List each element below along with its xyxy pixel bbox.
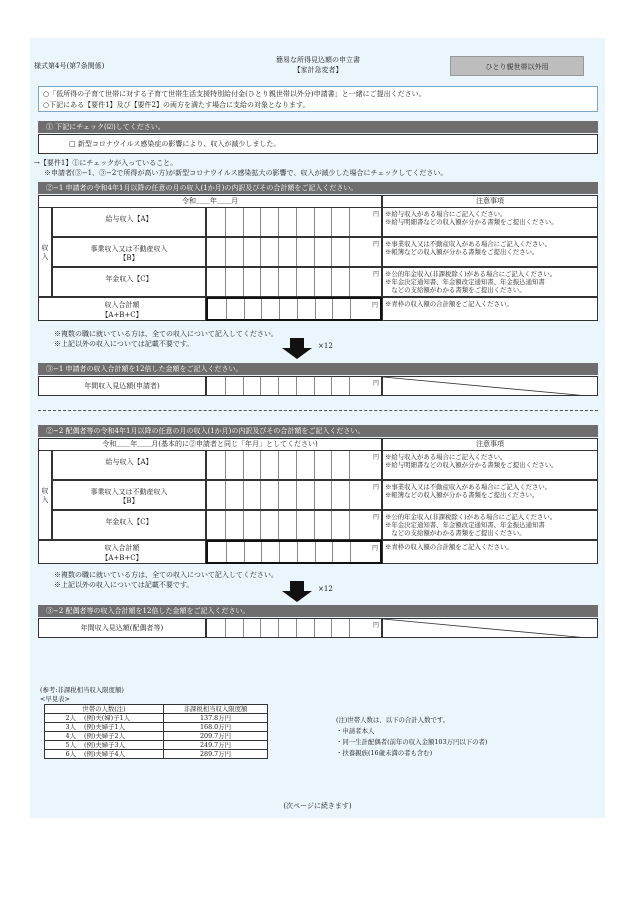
digit-divider (243, 238, 244, 266)
digit-divider (260, 377, 261, 395)
digit-divider (278, 511, 279, 539)
diagonal-line (383, 377, 598, 396)
section-3-2-bar: ③−2 配偶者等の収入合計額を12倍した金額をご記入ください。 (38, 605, 598, 617)
row-notes (382, 510, 598, 540)
household-note-head: (注)世帯人数は、以下の合計人数です。 (336, 716, 450, 724)
income-row-label (52, 510, 206, 540)
row-label-line-1: 事業収入又は不動産収入 (90, 245, 168, 253)
s21-note-1: ※複数の職に就いている方は、全ての収入について記入してください。 (54, 330, 278, 338)
covid-checkbox[interactable]: □ 新型コロナウイルス感染症の影響により、収入が減少しました。 (69, 140, 281, 148)
row-notes (382, 450, 598, 480)
reference-subtitle: <早見表> (40, 695, 70, 703)
s22-note-2: ※上記以外の収入については記載不要です。 (54, 581, 194, 589)
limit-row (45, 750, 268, 759)
note-line: ※事業収入又は不動産収入がある場合にご記入ください。 (385, 483, 552, 491)
note-line: ※年金決定通知書、年金額改定通知書、年金振込通知書 (385, 278, 545, 286)
digit-divider (349, 481, 350, 509)
section-1-bar: ① 下記にチェック(☑)してください。 (38, 121, 598, 133)
digit-divider (331, 238, 332, 266)
digit-divider (260, 511, 261, 539)
digit-divider (349, 377, 350, 395)
limit-row (45, 714, 268, 723)
intro-line-1: ○「低所得の子育て世帯に対する子育て世帯生活支援特別給付金(ひとり親世帯以外分)申請書」と一緒にご提出ください。 (43, 90, 426, 98)
income-limit-value: 168.0万円 (164, 723, 268, 732)
intro-line-2: ○下記にある【要件1】及び【要件2】の両方を満たす場合に支給の対象となります。 (43, 101, 310, 109)
digit-divider (314, 481, 315, 509)
note-line: ※給与明細書などの収入額が分かる書類をご提出ください。 (385, 461, 558, 469)
digit-divider (315, 299, 316, 319)
limit-row (45, 723, 268, 732)
yen-unit: 円 (371, 302, 378, 309)
digit-divider (225, 377, 226, 395)
digit-divider (261, 299, 262, 319)
digit-divider (349, 619, 350, 637)
digit-divider (226, 299, 227, 319)
income-side-label (38, 207, 52, 297)
digit-divider (314, 377, 315, 395)
diagonal-line (383, 619, 598, 638)
amount-input[interactable] (206, 540, 382, 564)
requirement-note: ※申請者(③−1、③−2で所得が高い方)が新型コロナウイルス感染拡大の影響で、収入が減少した場合にチェックしてください。 (44, 169, 448, 177)
note-line: ※年金決定通知書、年金額改定通知書、年金振込通知書 (385, 521, 545, 529)
yen-unit: 円 (372, 484, 379, 491)
yen-unit: 円 (372, 454, 379, 461)
month-header (38, 438, 382, 450)
digit-divider (278, 619, 279, 637)
income-row-label (52, 237, 206, 267)
note-line: ※給与明細書などの収入額が分かる書類をご提出ください。 (385, 218, 558, 226)
annual-label: 年間収入見込額(配偶者等) (80, 624, 164, 632)
month-field[interactable]: 令和＿＿年＿＿月(基本的に②申請者と同じ「年月」としてください) (102, 440, 318, 448)
digit-divider (297, 299, 298, 319)
annual-amount-input[interactable] (206, 618, 382, 638)
household-example: (例)夫婦子3人 (84, 741, 126, 749)
amount-input[interactable] (206, 297, 382, 321)
multiply-12-label: ×12 (318, 342, 333, 350)
note-line: などの支給額がわかる書類をご提出ください。 (385, 286, 526, 294)
annual-label-cell (38, 618, 206, 638)
digit-divider (314, 268, 315, 296)
section-3-1-bar: ③−1 申請者の収入合計額を12倍した金額をご記入ください。 (38, 363, 598, 375)
digit-divider (349, 208, 350, 236)
digit-divider (331, 377, 332, 395)
digit-divider (244, 542, 245, 562)
notes-header (382, 195, 598, 207)
digit-divider (331, 619, 332, 637)
digit-divider (260, 268, 261, 296)
household-size-cell (45, 714, 164, 723)
digit-divider (349, 238, 350, 266)
household-note-2: ・同一生計配偶者(前年の収入金額103万円以下の者) (336, 738, 488, 746)
yen-unit: 円 (372, 241, 379, 248)
digit-divider (260, 619, 261, 637)
income-row-label (38, 540, 206, 564)
digit-divider (296, 268, 297, 296)
annual-label-cell (38, 376, 206, 396)
digit-divider (226, 542, 227, 562)
note-line: ※給与収入がある場合にご記入ください。 (385, 453, 507, 461)
yen-unit: 円 (372, 380, 379, 387)
digit-divider (296, 481, 297, 509)
digit-divider (278, 268, 279, 296)
digit-divider (331, 511, 332, 539)
continue-next-page: (次ページに続きます) (283, 802, 352, 810)
household-size-cell (45, 732, 164, 741)
amount-input[interactable] (206, 237, 382, 267)
digit-divider (278, 451, 279, 479)
section-1-box (38, 134, 598, 154)
down-arrow-icon (282, 338, 312, 359)
digit-divider (296, 238, 297, 266)
digit-divider (279, 542, 280, 562)
row-label-line-2: 【A+B+C】 (101, 311, 143, 319)
row-label-line-1: 給与収入【A】 (105, 458, 153, 466)
income-limit-table (44, 704, 268, 759)
note-line: などの支給額がわかる書類をご提出ください。 (385, 529, 526, 537)
row-label-line-1: 給与収入【A】 (105, 215, 153, 223)
household-note-3: ・扶養親族(16歳未満の者も含む) (336, 749, 433, 757)
row-label-line-2: 【A+B+C】 (101, 554, 143, 562)
diagonal-strike (383, 377, 598, 396)
digit-divider (278, 238, 279, 266)
income-side-label (38, 450, 52, 540)
digit-divider (260, 451, 261, 479)
income-row-label (52, 450, 206, 480)
household-note-1: ・申請者本人 (336, 727, 375, 735)
household-count: 2人 (65, 714, 76, 722)
digit-divider (297, 542, 298, 562)
income-row-label (52, 480, 206, 510)
annual-amount-input[interactable] (206, 376, 382, 396)
digit-divider (314, 511, 315, 539)
household-count: 5人 (65, 741, 76, 749)
note-line: ※青枠の収入額の合計額をご記入ください。 (385, 300, 513, 308)
annual-label: 年間収入見込額(申請者) (84, 382, 160, 390)
note-line: ※給与収入がある場合にご記入ください。 (385, 210, 507, 218)
digit-divider (296, 511, 297, 539)
digit-divider (225, 511, 226, 539)
household-example: (例)夫婦子4人 (84, 750, 126, 758)
digit-divider (296, 377, 297, 395)
digit-divider (331, 451, 332, 479)
amount-input[interactable] (206, 207, 382, 237)
digit-divider (350, 542, 351, 562)
note-line: ※公的年金収入(非課税除く)がある場合にご記入ください。 (385, 513, 557, 521)
digit-divider (314, 238, 315, 266)
household-type-tag: ひとり親世帯以外用 (450, 56, 584, 76)
digit-divider (279, 299, 280, 319)
household-size-cell (45, 723, 164, 732)
yen-unit: 円 (372, 514, 379, 521)
digit-divider (331, 208, 332, 236)
row-label-line-1: 収入合計額 (104, 301, 140, 309)
yen-unit: 円 (372, 622, 379, 629)
row-label-line-1: 収入合計額 (104, 544, 140, 552)
digit-divider (331, 268, 332, 296)
limit-row (45, 732, 268, 741)
digit-divider (260, 481, 261, 509)
annual-blank-cell (382, 376, 598, 396)
annual-blank-cell (382, 618, 598, 638)
digit-divider (296, 208, 297, 236)
digit-divider (350, 299, 351, 319)
limit-row (45, 741, 268, 750)
household-size-cell (45, 741, 164, 750)
household-example: (例)夫(婦)子1人 (84, 714, 130, 722)
note-line: ※事業収入又は不動産収入がある場合にご記入ください。 (385, 240, 552, 248)
notes-header-label: 注意事項 (476, 440, 504, 448)
s22-note-1: ※複数の職に就いている方は、全ての収入について記入してください。 (54, 571, 278, 579)
form-subtitle: 【家計急変者】 (293, 66, 343, 74)
household-example: (例)夫婦子2人 (84, 732, 126, 740)
digit-divider (225, 208, 226, 236)
digit-divider (349, 511, 350, 539)
row-label-line-2: 【B】 (119, 497, 139, 505)
household-count: 4人 (65, 732, 76, 740)
income-limit-value: 289.7万円 (164, 750, 268, 759)
note-line: ※公的年金収入(非課税除く)がある場合にご記入ください。 (385, 270, 557, 278)
income-row-label (52, 207, 206, 237)
digit-divider (332, 299, 333, 319)
notes-header (382, 438, 598, 450)
yen-unit: 円 (372, 271, 379, 278)
income-side-text: 収入 (41, 244, 49, 261)
income-side-text: 収入 (41, 487, 49, 504)
reference-title: (参考:非課税相当収入限度額) (40, 686, 124, 694)
household-count: 6人 (65, 750, 76, 758)
row-notes (382, 540, 598, 564)
note-line: ※帳簿などの収入額が分かる書類をご提出ください。 (385, 491, 539, 499)
col-household-size: 世帯の人数(注) (45, 705, 164, 714)
diagonal-strike (383, 619, 598, 638)
digit-divider (278, 208, 279, 236)
row-label-line-1: 年金収入【C】 (105, 275, 153, 283)
down-arrow-icon (282, 581, 312, 602)
digit-divider (225, 451, 226, 479)
row-notes (382, 297, 598, 321)
row-notes (382, 207, 598, 237)
household-size-cell (45, 750, 164, 759)
requirement-1: →【要件1】①にチェックが入っていること。 (34, 159, 178, 167)
digit-divider (243, 268, 244, 296)
yen-unit: 円 (372, 211, 379, 218)
separator-dashed (38, 410, 598, 411)
household-example: (例)夫婦子1人 (84, 723, 126, 731)
s21-note-2: ※上記以外の収入については記載不要です。 (54, 340, 194, 348)
amount-input[interactable] (206, 510, 382, 540)
digit-divider (332, 542, 333, 562)
section-2-2-bar: ②−2 配偶者等の令和4年1月以降の任意の月の収入(1か月)の内訳及びその合計額をご記入ください。 (38, 425, 598, 437)
row-notes (382, 480, 598, 510)
row-label-line-1: 事業収入又は不動産収入 (90, 488, 168, 496)
intro-box (38, 86, 598, 112)
digit-divider (225, 238, 226, 266)
note-line: ※帳簿などの収入額が分かる書類をご提出ください。 (385, 248, 539, 256)
digit-divider (243, 511, 244, 539)
row-notes (382, 237, 598, 267)
digit-divider (331, 481, 332, 509)
household-count: 3人 (65, 723, 76, 731)
amount-input[interactable] (206, 450, 382, 480)
col-income-limit: 非課税相当収入限度額 (164, 705, 268, 714)
row-label-line-1: 年金収入【C】 (105, 518, 153, 526)
row-notes (382, 267, 598, 297)
digit-divider (296, 451, 297, 479)
digit-divider (243, 619, 244, 637)
digit-divider (314, 208, 315, 236)
digit-divider (314, 619, 315, 637)
income-row-label (38, 297, 206, 321)
digit-divider (296, 619, 297, 637)
multiply-12-label: ×12 (318, 585, 333, 593)
form-number: 様式第4号(第7条関係) (34, 62, 105, 70)
income-limit-value: 209.7万円 (164, 732, 268, 741)
digit-divider (244, 299, 245, 319)
income-limit-value: 137.8万円 (164, 714, 268, 723)
digit-divider (225, 268, 226, 296)
digit-divider (243, 451, 244, 479)
digit-divider (260, 208, 261, 236)
income-row-label (52, 267, 206, 297)
notes-header-label: 注意事項 (476, 197, 504, 205)
digit-divider (349, 451, 350, 479)
digit-divider (261, 542, 262, 562)
section-2-1-bar: ②−1 申請者の令和4年1月以降の任意の月の収入(1か月)の内訳及びその合計額をご記入ください。 (38, 182, 598, 194)
yen-unit: 円 (371, 545, 378, 552)
digit-divider (225, 619, 226, 637)
digit-divider (260, 238, 261, 266)
amount-input[interactable] (206, 267, 382, 297)
digit-divider (243, 377, 244, 395)
amount-input[interactable] (206, 480, 382, 510)
digit-divider (315, 542, 316, 562)
note-line: ※青枠の収入額の合計額をご記入ください。 (385, 543, 513, 551)
digit-divider (314, 451, 315, 479)
income-limit-value: 249.7万円 (164, 741, 268, 750)
form-title: 簡易な所得見込額の申立書 (276, 56, 360, 64)
digit-divider (243, 208, 244, 236)
row-label-line-2: 【B】 (119, 254, 139, 262)
digit-divider (278, 481, 279, 509)
form-page (30, 38, 605, 818)
month-field[interactable]: 令和＿＿年＿＿月 (182, 197, 238, 205)
digit-divider (278, 377, 279, 395)
month-header (38, 195, 382, 207)
digit-divider (225, 481, 226, 509)
digit-divider (349, 268, 350, 296)
digit-divider (243, 481, 244, 509)
